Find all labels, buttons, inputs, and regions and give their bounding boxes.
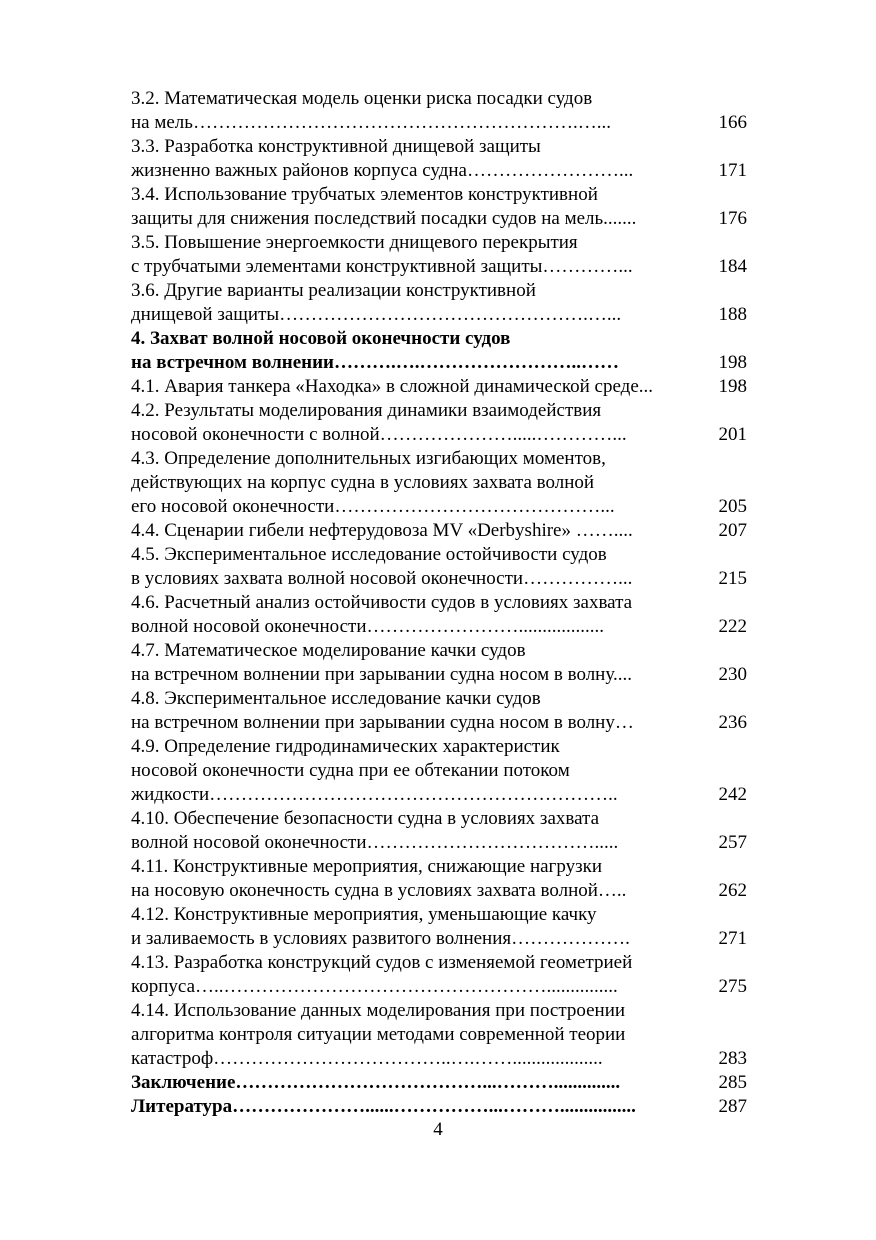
toc-entry [131, 855, 747, 903]
toc-entry-line: 4.11. Конструктивные мероприятия, снижающие нагрузки [131, 856, 602, 877]
toc-entry-line: Заключение…………………………………...……….............. [131, 1072, 621, 1093]
toc-entry-title [131, 999, 687, 1071]
toc-entry-line: 4.12. Конструктивные мероприятия, уменьшающие качку [131, 904, 597, 925]
toc-entry [131, 87, 747, 135]
toc-entry-title [131, 519, 687, 543]
toc-entry [131, 807, 747, 855]
toc-entry-page: 184 [718, 256, 747, 277]
toc-entry-page: 171 [718, 160, 747, 181]
toc-entry [131, 231, 747, 279]
toc-entry-line: носовой оконечности с волной………………….....…………... [131, 424, 627, 445]
toc-entry-title [131, 903, 687, 951]
toc-entry-line: 3.4. Использование трубчатых элементов конструктивной [131, 184, 598, 205]
toc-entry [131, 639, 747, 687]
toc-entry-page: 242 [718, 784, 747, 805]
toc-entry-title [131, 87, 687, 135]
toc-entry-line: 3.3. Разработка конструктивной днищевой защиты [131, 136, 541, 157]
toc-entry-line: на встречном волнении при зарывании судна носом в волну.... [131, 664, 632, 685]
toc-entry [131, 543, 747, 591]
toc-entry-page: 283 [718, 1048, 747, 1069]
toc-entry-line: 4.14. Использование данных моделирования при построении [131, 1000, 626, 1021]
toc-entry-page: 198 [718, 352, 747, 373]
toc-entry-title [131, 447, 687, 519]
toc-entry-line: Литература…………………......……………...………................ [131, 1096, 636, 1117]
toc-entry-line: на носовую оконечность судна в условиях захвата волной….. [131, 880, 627, 901]
toc-entry-line: на мель…………………………………………………….…... [131, 112, 611, 133]
toc-entry [131, 183, 747, 231]
toc-entry-title [131, 1095, 687, 1119]
toc-entry-line: 4.3. Определение дополнительных изгибающих моментов, [131, 448, 606, 469]
toc-entry-page: 236 [718, 712, 747, 733]
toc-entry [131, 279, 747, 327]
toc-entry-line: в условиях захвата волной носовой оконечности……………... [131, 568, 633, 589]
toc-entry [131, 999, 747, 1071]
toc-entry-line: 4.1. Авария танкера «Находка» в сложной динамической среде... [131, 376, 654, 397]
toc-entry-line: на встречном волнении……….….……………………..…… [131, 352, 619, 373]
toc-entry-line: 4.8. Экспериментальное исследование качки судов [131, 688, 541, 709]
table-of-contents [131, 87, 747, 1119]
toc-entry-page: 207 [718, 520, 747, 541]
toc-entry-line: действующих на корпус судна в условиях захвата волной [131, 472, 595, 493]
toc-entry-page: 271 [718, 928, 747, 949]
toc-entry-line: корпуса…..……………………………………………............... [131, 976, 618, 997]
toc-entry-title [131, 279, 687, 327]
toc-entry-line: катастроф………………………………..….……................... [131, 1048, 603, 1069]
toc-entry [131, 375, 747, 399]
toc-entry [131, 735, 747, 807]
toc-entry-line: 3.5. Повышение энергоемкости днищевого перекрытия [131, 232, 578, 253]
toc-entry-page: 205 [718, 496, 747, 517]
toc-entry-page: 198 [718, 376, 747, 397]
toc-entry-line: 4.7. Математическое моделирование качки судов [131, 640, 526, 661]
toc-entry [131, 591, 747, 639]
toc-entry-page: 262 [718, 880, 747, 901]
toc-entry-line: на встречном волнении при зарывании судна носом в волну… [131, 712, 634, 733]
toc-entry [131, 1071, 747, 1095]
toc-entry-line: 3.6. Другие варианты реализации конструктивной [131, 280, 536, 301]
toc-entry-title [131, 687, 687, 735]
toc-entry-line: днищевой защиты………………………………………….…... [131, 304, 622, 325]
toc-entry-page: 230 [718, 664, 747, 685]
toc-entry-page: 215 [718, 568, 747, 589]
toc-entry-title [131, 1071, 687, 1095]
toc-entry-title [131, 135, 687, 183]
toc-entry-page: 275 [718, 976, 747, 997]
toc-entry-title [131, 327, 687, 375]
toc-entry-line: 4.10. Обеспечение безопасности судна в условиях захвата [131, 808, 600, 829]
toc-entry-title [131, 951, 687, 999]
toc-entry-line: с трубчатыми элементами конструктивной защиты…………... [131, 256, 633, 277]
toc-entry-title [131, 183, 687, 231]
toc-entry-page: 257 [718, 832, 747, 853]
toc-entry-page: 201 [718, 424, 747, 445]
toc-entry-line: и заливаемость в условиях развитого волнения………………. [131, 928, 630, 949]
toc-entry-line: 4.5. Экспериментальное исследование остойчивости судов [131, 544, 607, 565]
toc-entry-line: волной носовой оконечности…………………….................. [131, 616, 604, 637]
toc-entry-title [131, 807, 687, 855]
page-number: 4 [433, 1119, 443, 1140]
toc-entry [131, 903, 747, 951]
toc-entry-title [131, 639, 687, 687]
toc-entry-title [131, 543, 687, 591]
toc-entry-line: 4. Захват волной носовой оконечности судов [131, 328, 511, 349]
toc-entry-line: его носовой оконечности……………………………………... [131, 496, 615, 517]
toc-entry [131, 687, 747, 735]
toc-entry-title [131, 735, 687, 807]
toc-entry [131, 519, 747, 543]
toc-entry-line: 4.13. Разработка конструкций судов с изменяемой геометрией [131, 952, 633, 973]
toc-entry-line: алгоритма контроля ситуации методами современной теории [131, 1024, 626, 1045]
toc-entry [131, 327, 747, 375]
toc-entry-title [131, 375, 687, 399]
toc-entry-line: 4.9. Определение гидродинамических характеристик [131, 736, 560, 757]
toc-entry-line: жизненно важных районов корпуса судна……………………... [131, 160, 634, 181]
toc-entry-title [131, 855, 687, 903]
toc-entry-line: 4.2. Результаты моделирования динамики взаимодействия [131, 400, 602, 421]
toc-entry-line: защиты для снижения последствий посадки судов на мель....... [131, 208, 637, 229]
toc-entry-page: 176 [718, 208, 747, 229]
toc-entry-page: 287 [718, 1096, 747, 1117]
toc-entry-page: 285 [718, 1072, 747, 1093]
toc-entry-line: 4.4. Сценарии гибели нефтерудовоза MV «Derbyshire» …….... [131, 520, 633, 541]
toc-entry-line: волной носовой оконечности………………………………..... [131, 832, 619, 853]
toc-entry-line: носовой оконечности судна при ее обтекании потоком [131, 760, 570, 781]
toc-entry [131, 135, 747, 183]
toc-entry-title [131, 231, 687, 279]
toc-entry [131, 1095, 747, 1119]
toc-entry [131, 399, 747, 447]
toc-entry-line: жидкости……………………………………………………….. [131, 784, 618, 805]
toc-entry [131, 447, 747, 519]
toc-entry-title [131, 591, 687, 639]
toc-entry-page: 188 [718, 304, 747, 325]
toc-entry-line: 4.6. Расчетный анализ остойчивости судов в условиях захвата [131, 592, 633, 613]
toc-entry-page: 222 [718, 616, 747, 637]
toc-entry-line: 3.2. Математическая модель оценки риска посадки судов [131, 88, 593, 109]
toc-entry-page: 166 [718, 112, 747, 133]
toc-entry-title [131, 399, 687, 447]
toc-entry [131, 951, 747, 999]
